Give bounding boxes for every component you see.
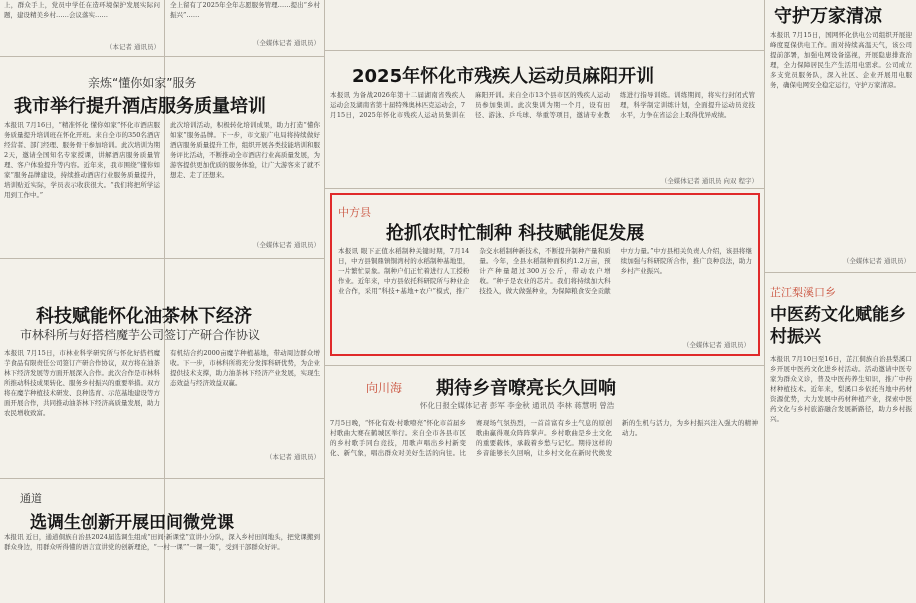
story-headline: 中医药文化赋能乡村振兴 bbox=[770, 305, 906, 347]
story-body-continued: 此次培训活动，积极转化培训成果，助力打造“懂你如家”服务品牌。下一步，市文旅广电局将持续做好酒店服务质量提升工作，组织开展各类技能培训和服务评比活动，不断推动全市酒店行业高质量发展，为游客提供更加优质的服务体验，让广大游客来了就不想走、走了还想来。 bbox=[170, 121, 320, 179]
story-subhead: 市林科所与好搭档魔芋公司签订产研合作协议 bbox=[20, 328, 261, 342]
section-rule bbox=[0, 258, 324, 259]
story-headline: 选调生创新开展田间微党课 bbox=[30, 513, 234, 533]
column-rule bbox=[764, 0, 765, 603]
top-snippet: 上，群众手上，党员中学任在造环境保护发展实际问题，建设精美乡村……会议落实…… bbox=[4, 1, 160, 19]
byline: （本记者 通讯员） bbox=[265, 453, 320, 461]
story-headline: 守护万家清凉 bbox=[774, 6, 882, 27]
featured-body: 本报讯 眼下正值水稻制种关键时期，7月14日，中方县铜鼎镇铜湾村的水稻制种基地里，一片繁忙景象。制种户们正忙着进行人工授粉作业。近年来，中方县依托科研院所与种业企业合作，采用“科技+基地+农户”模式，推广杂交水稻制种新技术，不断提升制种产量和质量。今年，全县水稻制种面积约1.2万亩，预计产种量超过300万公斤，带动农户增收。“种子是农业的芯片。我们将持续加大科技投入，做大做强种业，为保障粮食安全贡献中方力量。”中方县相关负责人介绍，该县将继续加强与科研院所合作，推广良种良法，助力乡村产业振兴。 bbox=[338, 247, 752, 295]
story-kicker: 向川海 bbox=[366, 381, 403, 395]
section-rule bbox=[324, 50, 764, 51]
story-body: 本报讯 7月15日，国网怀化供电公司组织开展迎峰度夏保供电工作。面对持续高温天气，该公司提前部署，加强电网设备巡视，开展隐患排查治理，全力保障居民生产生活用电需求。公司成立多支党员服务队，深入社区、企业开展用电服务，确保电网安全稳定运行，守护万家清凉。 bbox=[770, 31, 912, 89]
lead-body: 本报讯 为备战2026年第十二届湖南省残疾人运动会及湖南省第十届特殊奥林匹克运动会，7月15日，2025年怀化市残疾人运动员集训在麻阳开训。来自全市13个县市区的残疾人运动员参加集训。此次集训为期一个月，设有田径、游泳、乒乓球、举重等项目，邀请专业教练进行指导训练。训练期间，将实行封闭式管理，科学制定训练计划，全面提升运动员竞技水平，力争在省运会上取得优异成绩。 bbox=[330, 91, 755, 119]
column-rule bbox=[324, 0, 325, 603]
story-kicker: 中方县 bbox=[338, 206, 371, 219]
story-headline: 我市举行提升酒店服务质量培训 bbox=[14, 96, 266, 117]
story-body: 本报讯 7月16日，“精准怀化 懂你如家”怀化市酒店服务质量提升培训班在怀化开班。来自全市的350名酒店经营者、部门经理、服务骨干参加培训。此次培训为期2天，邀请全国知名专家授课，讲解酒店服务质量管理、客户体验提升等内容。近年来，我市围绕“懂你如家”服务品牌建设，持续推动酒店行业服务质量提升，培训贴近实际，学员表示收获很大。“我们将把所学运用到工作中。” bbox=[4, 121, 160, 199]
byline: （全媒体记者 通讯员） bbox=[252, 241, 320, 249]
byline: （全媒体记者 通讯员 向双 程宇） bbox=[660, 177, 758, 185]
section-rule bbox=[0, 56, 324, 57]
top-snippet: 全上留有了2025年全年志愿服务管理……提出“乡村振兴”…… bbox=[170, 1, 320, 19]
story-headline: 科技赋能怀化油茶林下经济 bbox=[36, 306, 252, 327]
story-body: 本报讯 近日，通道侗族自治县2024届选调生组成“田间·新课堂”宣讲小分队，深入乡村田间地头，把党课搬到群众身边，用群众听得懂的语言宣讲党的创新理论，“一村一课”“一课一策”，受到干部群众好评。 bbox=[4, 533, 320, 551]
byline: （全媒体记者 通讯员） bbox=[252, 39, 320, 47]
lead-headline: 2025年怀化市残疾人运动员麻阳开训 bbox=[352, 66, 655, 87]
section-rule bbox=[764, 272, 916, 273]
story-body: 7月5日晚，“怀化有戏·村歌嘹亮”怀化市首届乡村歌曲大赛在鹤城区举行。来自全市各县市区的乡村歌手同台竞技，用歌声唱出乡村新变化、新气象，唱出群众对美好生活的向往。比赛现场气氛热烈，一首首富有乡土气息的原创歌曲赢得观众阵阵掌声。乡村歌曲是乡土文化的重要载体，承载着乡愁与记忆。期待这样的乡音能够长久回响，让乡村文化在新时代焕发新的生机与活力，为乡村振兴注入强大的精神动力。 bbox=[330, 419, 758, 457]
byline: （全媒体记者 通讯员） bbox=[682, 341, 750, 349]
story-body-continued: 有机结合约2000亩魔芋种植基地，带动周边群众增收。下一步，市林科所将充分发挥科研优势，为企业提供技术支撑，助力油茶林下经济产业发展，实现生态效益与经济效益双赢。 bbox=[170, 349, 320, 387]
author-line: 怀化日报全媒体记者 彭军 李金秋 通讯员 李林 蒋慧明 曾浩 bbox=[420, 401, 615, 410]
section-rule bbox=[0, 478, 324, 479]
story-kicker: 亲炼“懂你如家”服务 bbox=[88, 76, 197, 90]
byline: （本记者 通讯员） bbox=[105, 43, 160, 51]
story-kicker: 通道 bbox=[20, 492, 42, 505]
section-rule bbox=[324, 188, 764, 189]
story-body: 本报讯 7月10日至16日，芷江侗族自治县梨溪口乡开展中医药文化进乡村活动。活动邀请中医专家为群众义诊，普及中医药养生知识，推广中药材种植技术。近年来，梨溪口乡依托当地中药材资源优势，大力发展中药材种植产业，探索中医药文化与乡村旅游融合发展新路径，助力乡村振兴。 bbox=[770, 355, 912, 423]
featured-headline: 抢抓农时忙制种 科技赋能促发展 bbox=[386, 223, 645, 244]
story-headline: 期待乡音嘹亮长久回响 bbox=[436, 378, 616, 399]
byline: （全媒体记者 通讯员） bbox=[842, 257, 910, 265]
story-body: 本报讯 7月15日，市林业科学研究所与怀化好搭档魔芋食品有限责任公司签订产研合作协议，双方将在油茶林下经济发展等方面开展深入合作。此次合作是市林科所推动科技成果转化、服务乡村振兴的重要举措。双方将在魔芋种植技术研发、良种选育、示范基地建设等方面开展合作，共同推动油茶林下经济高质量发展，助力农民增收致富。 bbox=[4, 349, 160, 417]
story-kicker: 芷江梨溪口乡 bbox=[770, 286, 836, 299]
section-rule bbox=[324, 365, 764, 366]
